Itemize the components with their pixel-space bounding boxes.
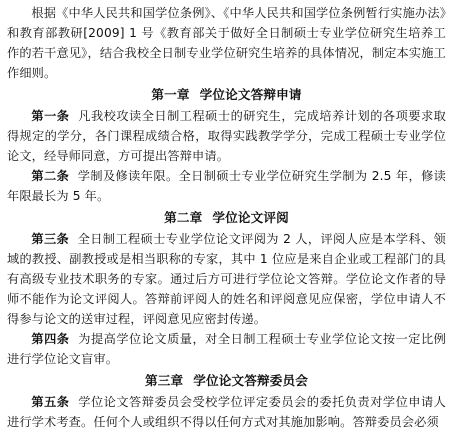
chapter-3-number: 第三章 (144, 373, 184, 388)
intro-paragraph: 根据《中华人民共和国学位条例》、《中华人民共和国学位条例暂行实施办法》和教育部教研[2009] 1 号《教育部关于做好全日制硕士专业学位研究生培养工作的若干意见》，结合我校全日制专业学位研究生培养的具体情况，制定本实施工作细则。 (7, 6, 446, 80)
chapter-1-number: 第一章 (151, 87, 190, 102)
article-3 (7, 229, 446, 329)
article-1 (7, 106, 446, 166)
article-3-number: 第三条 (31, 232, 70, 246)
article-5-text: 学位论文答辩委员会受校学位评定委员会的委托负责对学位申请人进行学术考查。任何个人或组织不得以任何方式对其施加影响。答辩委员会必须 (7, 395, 446, 429)
article-5 (7, 392, 446, 432)
chapter-3-title: 学位论文答辩委员会 (193, 373, 308, 388)
article-1-text: 凡我校攻读全日制工程硕士的研究生，完成培养计划的各项要求取得规定的学分，各门课程成绩合格，取得实践教学学分，完成工程硕士专业学位论文，经导师同意，方可提出答辩申请。 (7, 109, 446, 163)
chapter-2-heading (7, 206, 446, 229)
article-4-text: 为提高学位论文质量，对全日制工程硕士专业学位论文按一定比例进行学位论文盲审。 (7, 332, 446, 366)
article-2-number: 第二条 (31, 169, 70, 183)
article-5-number: 第五条 (31, 395, 70, 409)
article-2-text: 学制及修读年限。全日制硕士专业学位研究生学制为 2.5 年，修读年限最长为 5 年。 (7, 169, 446, 203)
article-3-text: 全日制工程硕士专业学位论文评阅为 2 人，评阅人应是本学科、领域的教授、副教授或是相当职称的专家，其中 1 位应是来自企业或工程部门的具有高级专业技术职务的专家。通过后方可进行学位论文答辩。学位论文作者的导师不能作为论文评阅人。答辩前评阅人的姓名和评阅意见应保密，学位申请人不得参与论文的送审过程，评阅意见应密封传递。 (7, 232, 446, 326)
article-4-number: 第四条 (31, 332, 70, 346)
chapter-1-heading (7, 83, 446, 106)
chapter-3-heading (7, 369, 446, 392)
chapter-1-title: 学位论文答辩申请 (199, 87, 302, 102)
article-1-number: 第一条 (31, 109, 70, 123)
article-2 (7, 166, 446, 206)
chapter-2-title: 学位论文评阅 (212, 210, 289, 225)
article-4 (7, 329, 446, 369)
chapter-2-number: 第二章 (164, 210, 203, 225)
